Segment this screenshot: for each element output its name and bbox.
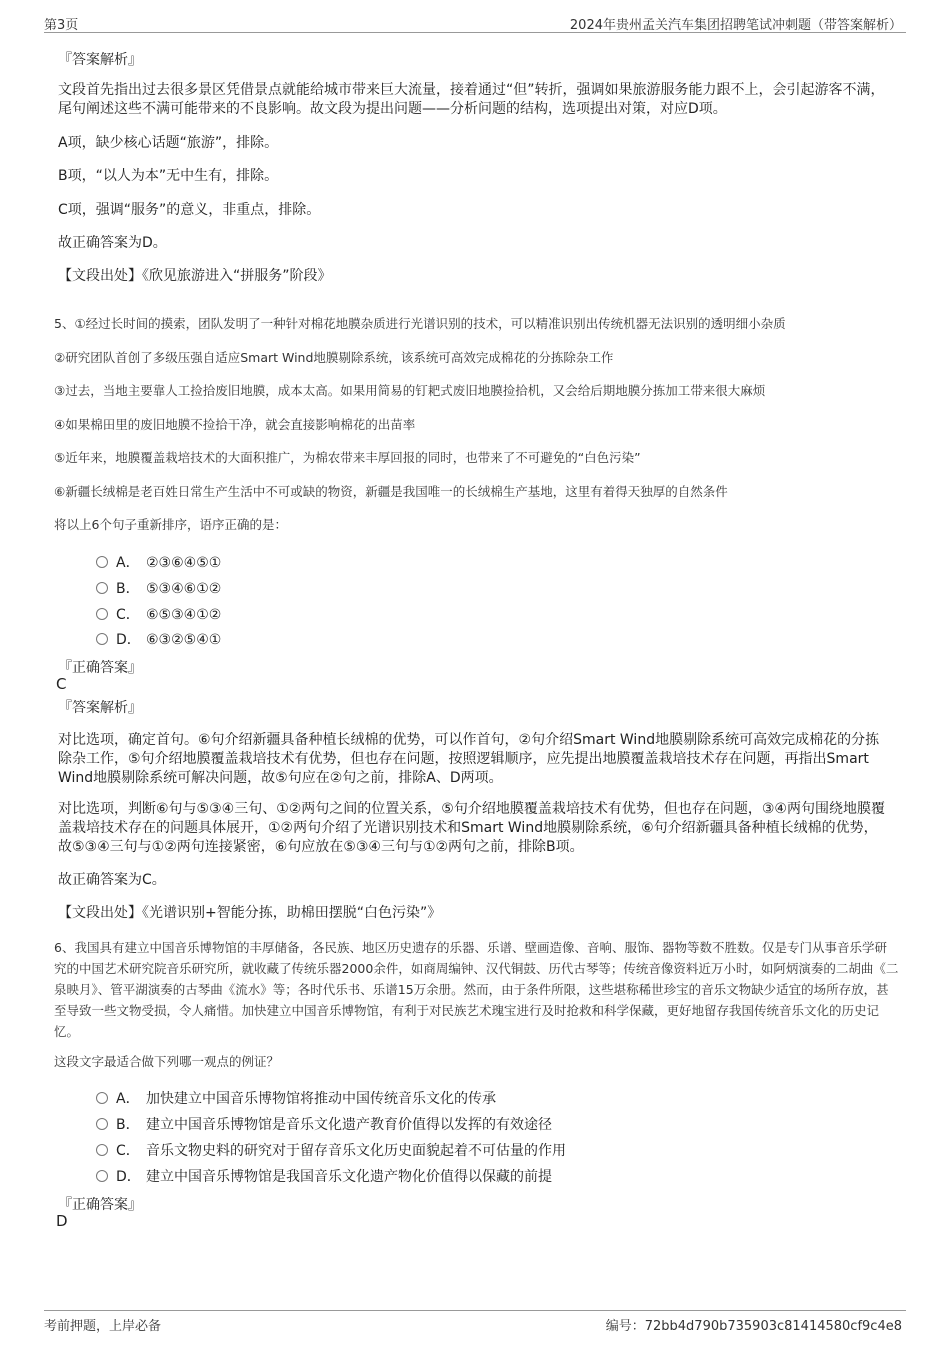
radio-icon[interactable] (96, 556, 108, 568)
q5-analysis-paragraph-1: 对比选项，确定首句。⑥句介绍新疆具备种植长绒棉的优势，可以作首句，②句介绍Smart Wind地膜剔除系统可高效完成棉花的分拣除杂工作，⑤句介绍地膜覆盖栽培技术有优势，但也存在问题，按照逻辑顺序，应先提出地膜覆盖栽培技术存在问题，再指出Smart Wind地膜剔除系统可解决问题，故⑤句应在②句之前，排除A、D两项。 (58, 732, 880, 786)
q5-sentence-4: ④如果棉田里的废旧地膜不捡拾干净，就会直接影响棉花的出苗率 (54, 417, 416, 432)
q6-option-a[interactable]: A． 加快建立中国音乐博物馆将推动中国传统音乐文化的传承 (96, 1088, 496, 1108)
radio-icon[interactable] (96, 1144, 108, 1156)
q6-option-b[interactable]: B． 建立中国音乐博物馆是音乐文化遗产教育价值得以发挥的有效途径 (96, 1114, 552, 1134)
q5-stem: 将以上6个句子重新排序，语序正确的是： (54, 517, 287, 532)
q6-answer: D (56, 1212, 68, 1230)
document-title: 2024年贵州孟关汽车集团招聘笔试冲刺题（带答案解析） (569, 18, 902, 33)
q5-sentence-2: ②研究团队首创了多级压强自适应Smart Wind地膜剔除系统，该系统可高效完成棉花的分拣除杂工作 (54, 350, 614, 365)
radio-icon[interactable] (96, 582, 108, 594)
q4-analysis-label: 『答案解析』 (58, 52, 142, 68)
q4-source: 【文段出处】《欣见旅游进入“拼服务”阶段》 (58, 268, 332, 284)
page-header (44, 12, 906, 33)
q6-stem: 这段文字最适合做下列哪一观点的例证？ (54, 1054, 280, 1069)
q5-answer-label: 『正确答案』 (58, 660, 142, 676)
radio-icon[interactable] (96, 633, 108, 645)
document-code: 编号：72bb4d790b735903c81414580cf9c4e8 (605, 1319, 902, 1334)
q5-analysis-paragraph-2: 对比选项，判断⑥句与⑤③④三句、①②两句之间的位置关系，⑤句介绍地膜覆盖栽培技术有优势，但也存在问题，③④两句围绕地膜覆盖栽培技术存在的问题具体展开，①②两句介绍了光谱识别技术和Smart Wind地膜剔除系统，⑥句介绍新疆具备种植长绒棉的优势，故⑤③④三句与①②两句连接紧密，⑥句应放在⑤③④三句与①②两句之前，排除B项。 (58, 801, 885, 855)
q4-analysis-option-b: B项，“以人为本”无中生有，排除。 (58, 168, 279, 184)
q5-sentence-5: ⑤近年来，地膜覆盖栽培技术的大面积推广，为棉农带来丰厚回报的同时，也带来了不可避免的“白色污染” (54, 450, 641, 465)
q5-conclusion: 故正确答案为C。 (58, 872, 166, 888)
radio-icon[interactable] (96, 1170, 108, 1182)
q5-source: 【文段出处】《光谱识别+智能分拣，助棉田摆脱“白色污染”》 (58, 905, 442, 921)
q5-option-d[interactable]: D． ⑥③②⑤④① (96, 629, 221, 649)
q6-option-d[interactable]: D． 建立中国音乐博物馆是我国音乐文化遗产物化价值得以保藏的前提 (96, 1166, 552, 1186)
q5-sentence-6: ⑥新疆长绒棉是老百姓日常生产生活中不可或缺的物资，新疆是我国唯一的长绒棉生产基地，这里有着得天独厚的自然条件 (54, 484, 728, 499)
radio-icon[interactable] (96, 608, 108, 620)
q6-passage: 6、我国具有建立中国音乐博物馆的丰厚储备，各民族、地区历史遗存的乐器、乐谱、壁画造像、音响、服饰、器物等数不胜数。仅是专门从事音乐学研究的中国艺术研究院音乐研究所，就收藏了传统乐器2000余件，如商周编钟、汉代铜鼓、历代古琴等；传统音像资料近万小时，如阿炳演奏的二胡曲《二泉映月》、管平湖演奏的古琴曲《流水》等；各时代乐书、乐谱15万余册。然而，由于条件所限，这些堪称稀世珍宝的音乐文物缺少适宜的场所存放，甚至导致一些文物受损，令人痛惜。加快建立中国音乐博物馆，有利于对民族艺术瑰宝进行及时抢救和科学保藏，更好地留存我国传统音乐文化的历史记忆。 (54, 940, 899, 1039)
radio-icon[interactable] (96, 1118, 108, 1130)
page-footer (44, 1310, 906, 1339)
q4-analysis-option-a: A项，缺少核心话题“旅游”，排除。 (58, 135, 279, 151)
footer-slogan: 考前押题，上岸必备 (44, 1319, 162, 1334)
q5-option-b[interactable]: B． ⑤③④⑥①② (96, 578, 221, 598)
q5-answer: C (56, 675, 67, 693)
radio-icon[interactable] (96, 1092, 108, 1104)
q6-answer-label: 『正确答案』 (58, 1197, 142, 1213)
q6-option-c[interactable]: C． 音乐文物史料的研究对于留存音乐文化历史面貌起着不可估量的作用 (96, 1140, 566, 1160)
q5-option-a[interactable]: A． ②③⑥④⑤① (96, 552, 221, 572)
q5-analysis-label: 『答案解析』 (58, 700, 142, 716)
q5-sentence-3: ③过去，当地主要靠人工捡拾废旧地膜，成本太高。如果用简易的钉耙式废旧地膜捡拾机，又会给后期地膜分拣加工带来很大麻烦 (54, 383, 766, 398)
q4-analysis-paragraph: 文段首先指出过去很多景区凭借景点就能给城市带来巨大流量，接着通过“但”转折，强调如果旅游服务能力跟不上，会引起游客不满，尾句阐述这些不满可能带来的不良影响。故文段为提出问题——分析问题的结构，选项提出对策，对应D项。 (58, 82, 885, 117)
q5-option-c[interactable]: C． ⑥⑤③④①② (96, 604, 221, 624)
q4-conclusion: 故正确答案为D。 (58, 235, 167, 251)
page-number: 第3页 (44, 18, 79, 33)
q5-sentence-1: 5、①经过长时间的摸索，团队发明了一种针对棉花地膜杂质进行光谱识别的技术，可以精准识别出传统机器无法识别的透明细小杂质 (54, 316, 786, 331)
q4-analysis-option-c: C项，强调“服务”的意义，非重点，排除。 (58, 202, 321, 218)
